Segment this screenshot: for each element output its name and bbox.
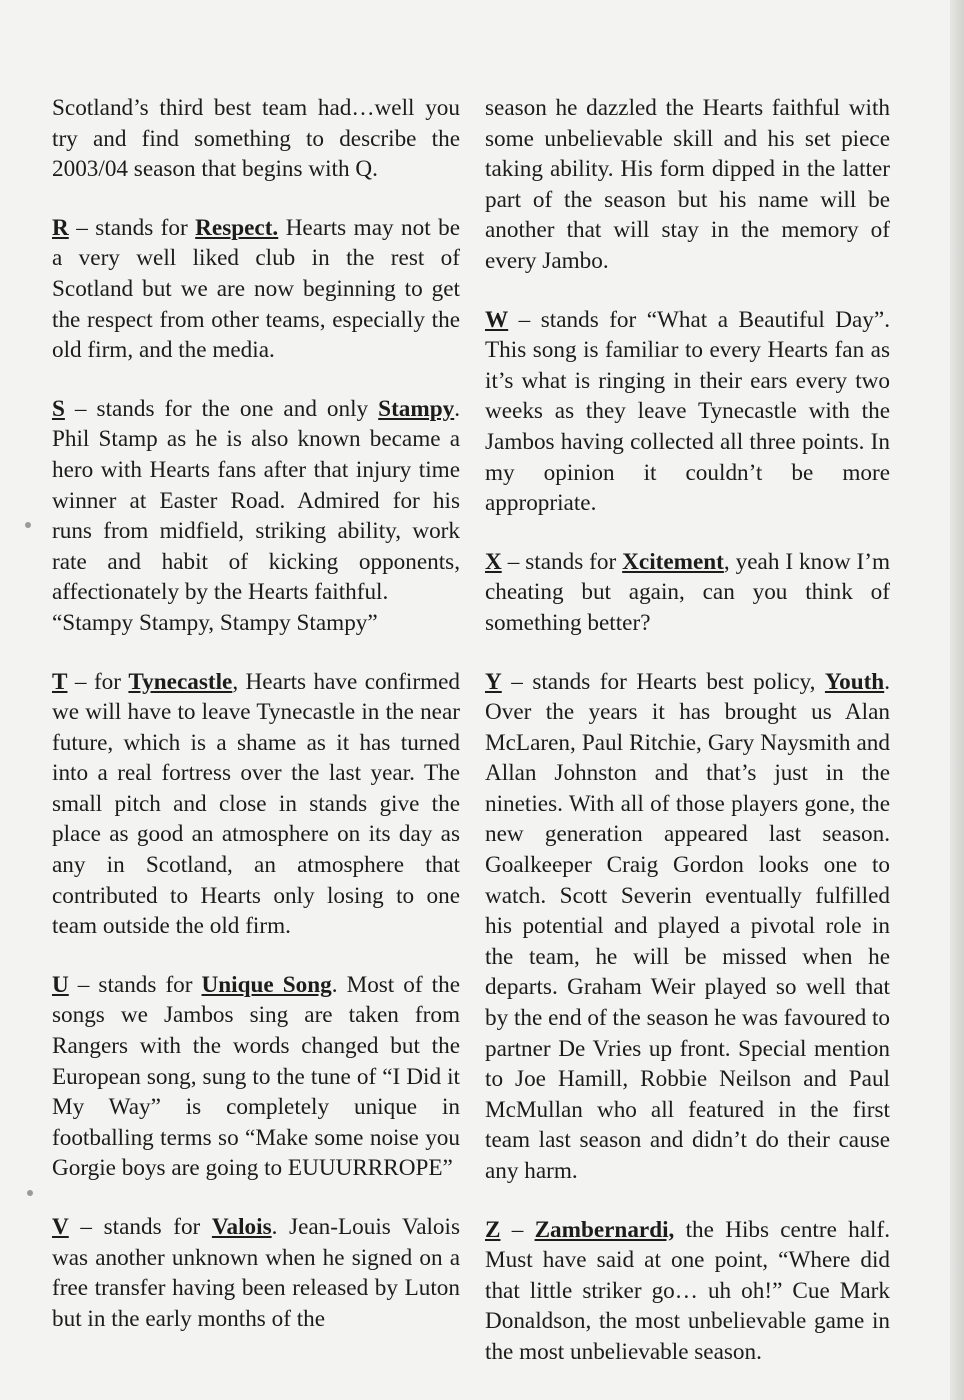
punch-mark [27,1190,33,1196]
entry-text: . Jean-Louis Valois was another unknown when he signed on a free transfer having been released by Luton but in the early months of the [52,1214,460,1332]
entry-letter: Y [485,668,502,695]
entry-letter: Z [485,1216,501,1243]
entry-prefix: – stands for Hearts best policy, [501,668,825,695]
entry-s [52,394,460,639]
entry-text: season he dazzled the Hearts faithful with some unbelievable skill and his set piece taking ability. His form dipped in the latter part of the season but his name will be another that will stay in the memory of every Jambo. [485,95,890,274]
entry-keyword: Xcitement [622,548,724,575]
entry-z [485,1215,890,1368]
entry-text: This song is familiar to every Hearts fan as it’s what is ringing in their ears every two weeks as they leave Tynecastle with the Jambos having collected all three points. In my opinion it couldn’t be more appropriate. [485,337,890,517]
entry-text: . Most of the songs we Jambos sing are taken from Rangers with the words changed but the European song, sung to the tune of “I Did it My Way” is completely unique in footballing terms so “Make some noise you Gorgie boys are going to EUUURRROPE” [52,971,460,1182]
entry-letter: T [52,668,68,695]
entry-text: , Hearts have confirmed we will have to leave Tynecastle in the near future, which is a shame as it has turned into a real fortress over the last year. The small pitch and close in stands give the place as good an atmosphere on its day as any in Scotland, an atmosphere that contributed to Hearts only losing to one team outside the old firm. [52,668,460,940]
entry-keyword: Tynecastle [128,668,233,695]
entry-text: , yeah I know I’m cheating but again, can you think of something better? [485,548,890,636]
entry-prefix: – stands for [68,1214,212,1240]
entry-keyword: Respect. [195,214,279,241]
entry-keyword: Youth [824,668,885,695]
entry-prefix: – stands for the one and only [64,395,379,422]
entry-v [52,1212,460,1334]
page-edge [950,0,964,1400]
entry-prefix: – stands for [68,214,196,241]
entry-w [485,305,890,519]
entry-y [485,667,890,1187]
entry-keyword: Stampy [378,395,455,422]
entry-letter: R [52,214,69,241]
right-column [485,93,890,1396]
left-column [52,93,460,1362]
entry-prefix: – stands for [501,548,623,575]
entry-text: Hearts may not be a very well liked club in the rest of Scotland but we are now beginning to get the respect from other teams, especially the old firm, and the media. [52,214,460,364]
entry-prefix: – [500,1216,535,1243]
entry-v-continued [485,93,890,277]
entry-keyword: Zambernardi, [534,1216,675,1243]
entry-letter: V [52,1214,69,1240]
entry-t [52,667,460,942]
entry-r [52,213,460,366]
entry-keyword: Valois [211,1214,272,1240]
chant-text: “Stampy Stampy, Stampy Stampy” [52,609,378,636]
punch-mark [25,522,31,528]
entry-text: . Phil Stamp as he is also known became a hero with Hearts fans after that injury time winner at Easter Road. Admired for his runs from midfield, striking ability, work rate and habit of kicking opponents, affectionately by the Hearts faithful. [52,395,460,606]
intro-text: Scotland’s third best team had…well you try and find something to describe the 2003/04 season that begins with Q. [52,95,460,183]
entry-text: . Over the years it has brought us Alan McLaren, Paul Ritchie, Gary Naysmith and Allan Johnston and that’s just in the nineties. With all of those players gone, the new generation appeared last season. Goalkeeper Craig Gordon looks one to watch. Scott Severin eventually fulfilled his potential and played a pivotal role in the team, he will be missed when he departs. Graham Weir played so well that by the end of the season he was favoured to partner De Vries up front. Special mention to Joe Hamill, Robbie Neilson and Paul McMullan who all featured in the first team last season and didn’t do their cause any harm. [485,668,891,1184]
entry-letter: U [52,971,69,998]
entry-prefix: – stands for “What a Beautiful Day”. [508,306,890,333]
entry-text: the Hibs centre half. Must have said at one point, “Where did that little striker go… uh oh!” Cue Mark Donaldson, the most unbelievable game in the most unbelievable season. [485,1216,890,1365]
entry-u [52,970,460,1184]
entry-prefix: – stands for [68,971,202,998]
entry-letter: X [485,548,502,575]
entry-letter: S [52,395,65,422]
entry-prefix: – for [67,668,129,695]
entry-x [485,547,890,639]
entry-keyword: Unique Song [201,971,332,998]
intro-paragraph [52,93,460,185]
entry-letter: W [485,306,509,333]
